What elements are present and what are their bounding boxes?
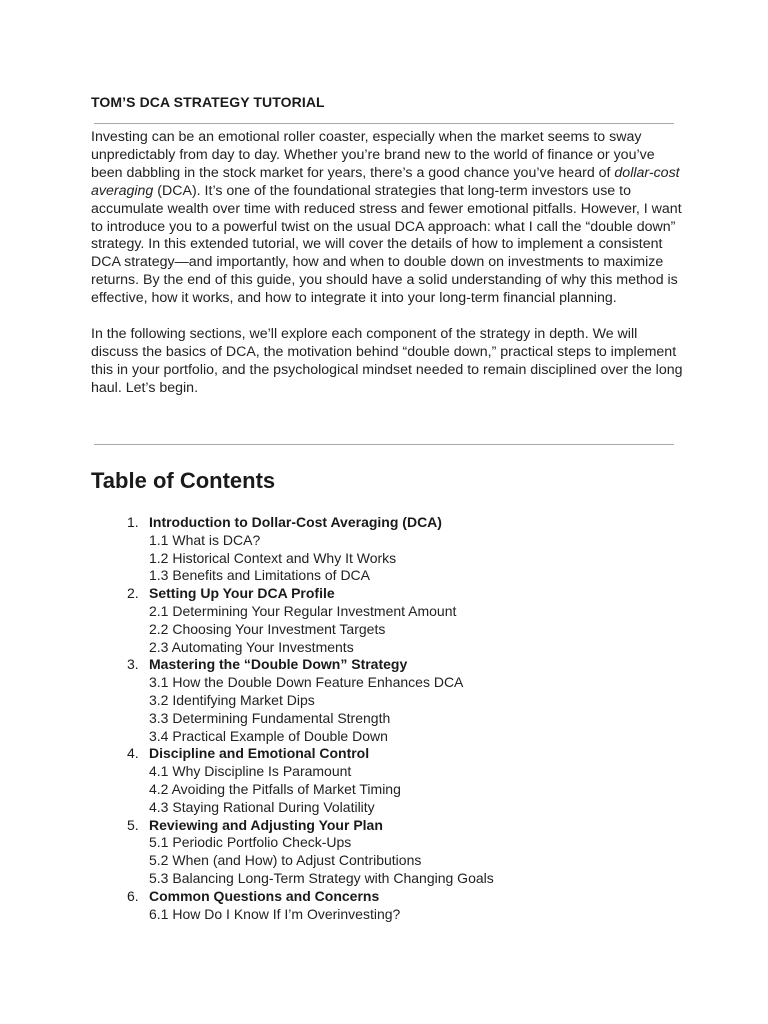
toc-section-2 [91,585,651,656]
toc-subsection-item: 5.1 Periodic Portfolio Check-Ups [149,834,352,851]
toc-subsection-item: 1.3 Benefits and Limitations of DCA [149,567,371,584]
toc-subsection-list [91,763,651,816]
toc-subsection-item: 3.3 Determining Fundamental Strength [149,709,391,726]
toc-subsection-list [91,834,651,887]
toc-subsection-item: 5.3 Balancing Long-Term Strategy with Changing Goals [149,869,494,886]
toc-subsection-item: 6.1 How Do I Know If I’m Overinvesting? [149,905,401,922]
intro-section [91,129,683,398]
toc-subsection-item: 1.2 Historical Context and Why It Works [149,549,397,566]
toc-section-5 [91,817,651,888]
toc-section-number: 6. [127,887,139,904]
toc-section-1 [91,514,651,585]
toc-section-4 [91,745,651,816]
toc-section-6 [91,888,651,924]
intro-paragraph-2: In the following sections, we’ll explore each component of the strategy in depth. We will discuss the basics of DCA, the motivation behind “double down,” practical steps to implement this in your portfolio, and the psychological mindset needed to remain disciplined over the long haul. Let’s begin. [91,325,683,396]
toc-subsection-item: 4.3 Staying Rational During Volatility [149,798,375,815]
toc-subsection-item: 2.2 Choosing Your Investment Targets [149,620,386,637]
intro-p1-text-end: (DCA). It’s one of the foundational strategies that long-term investors use to accumulate wealth over time with reduced stress and fewer emotional pitfalls. However, I want to introduce you to a powerful twist on the usual DCA approach: what I call the “double down” strategy. In this extended tutorial, we will cover the details of how to implement a consistent DCA strategy—and importantly, how and when to double down on investments to maximize returns. By the end of this guide, you should have a solid understanding of why this method is effective, how it works, and how to integrate it into your long-term financial planning. [91,182,682,307]
toc-section-number: 1. [127,514,139,530]
toc-section-number: 5. [127,816,139,833]
toc-section-number: 3. [127,656,139,673]
toc-heading: Table of Contents [91,468,276,493]
section-divider [94,444,674,445]
document-title: TOM’S DCA STRATEGY TUTORIAL [91,94,325,110]
toc-subsection-item: 2.1 Determining Your Regular Investment Amount [149,602,457,619]
toc-section-title: Reviewing and Adjusting Your Plan [149,816,383,833]
intro-p1-emphasis: dollar-cost averaging [91,164,680,199]
intro-p1-text-start: Investing can be an emotional roller coaster, especially when the market seems to sway unpredictably from day to day. Whether you’re brand new to the world of finance or you’ve been dabbling in the stock market for years, there’s a good chance you’ve heard of [91,129,655,181]
toc-subsection-item: 3.2 Identifying Market Dips [149,691,315,708]
title-divider [94,123,674,124]
table-of-contents [91,514,651,923]
toc-subsection-item: 2.3 Automating Your Investments [149,638,354,655]
toc-subsection-list [91,906,651,924]
toc-subsection-item: 3.4 Practical Example of Double Down [149,727,388,744]
toc-section-title: Common Questions and Concerns [149,887,380,904]
toc-subsection-item: 4.1 Why Discipline Is Paramount [149,763,352,780]
toc-subsection-item: 5.2 When (and How) to Adjust Contributions [149,852,422,869]
toc-subsection-list [91,674,651,745]
toc-section-title: Mastering the “Double Down” Strategy [149,656,408,673]
toc-subsection-item: 4.2 Avoiding the Pitfalls of Market Timing [149,780,401,797]
intro-paragraph-1 [91,129,683,308]
toc-section-title: Discipline and Emotional Control [149,745,370,762]
toc-subsection-item: 1.1 What is DCA? [149,531,261,548]
toc-subsection-item: 3.1 How the Double Down Feature Enhances DCA [149,674,464,691]
toc-section-title: Introduction to Dollar-Cost Averaging (DCA) [149,514,442,530]
toc-section-3 [91,656,651,745]
toc-section-number: 4. [127,745,139,762]
toc-section-title: Setting Up Your DCA Profile [149,585,335,602]
toc-subsection-list [91,603,651,656]
toc-section-number: 2. [127,585,139,602]
toc-subsection-list [91,532,651,585]
